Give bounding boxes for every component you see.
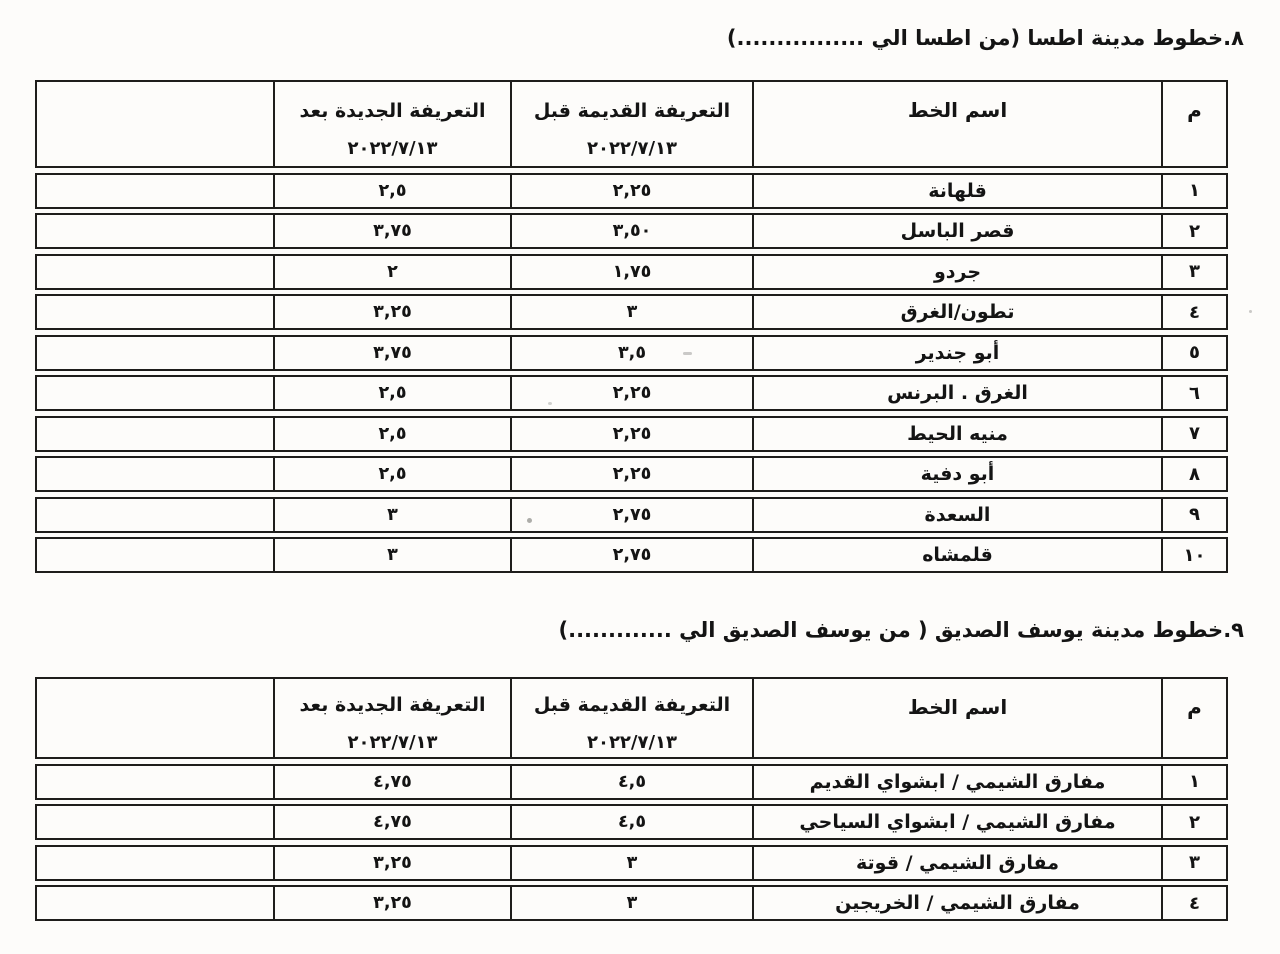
new-tariff-value: ٢,٥ — [273, 458, 510, 490]
line-name: مفارق الشيمي / ابشواي القديم — [752, 766, 1161, 798]
new-tariff-date: ٢٠٢٢/٧/١٣ — [347, 138, 438, 159]
line-name: قلهانة — [752, 175, 1161, 207]
line-name: أبو جندير — [752, 337, 1161, 369]
header-old-tariff — [510, 679, 752, 757]
table-row — [35, 254, 1228, 290]
new-tariff-date: ٢٠٢٢/٧/١٣ — [347, 732, 438, 753]
new-tariff-value: ٢,٥ — [273, 418, 510, 450]
table-row — [35, 885, 1228, 921]
header-line-name: اسم الخط — [752, 82, 1161, 166]
table-row — [35, 804, 1228, 840]
old-tariff-value: ٢,٢٥ — [510, 377, 752, 409]
line-name: أبو دفية — [752, 458, 1161, 490]
old-tariff-value: ٢,٢٥ — [510, 458, 752, 490]
row-serial: ٦ — [1161, 377, 1226, 409]
row-serial: ٣ — [1161, 256, 1226, 288]
line-name: منيه الحيط — [752, 418, 1161, 450]
old-tariff-value: ٣ — [510, 887, 752, 919]
header-new-tariff — [273, 82, 510, 166]
scan-speck — [548, 402, 552, 405]
yusuf-alsiddiq-lines-table — [35, 677, 1228, 926]
header-new-tariff — [273, 679, 510, 757]
line-name: مفارق الشيمي / الخريجين — [752, 887, 1161, 919]
empty-cell — [37, 215, 273, 247]
new-tariff-value: ٤,٧٥ — [273, 766, 510, 798]
empty-cell — [37, 499, 273, 531]
row-serial: ١ — [1161, 175, 1226, 207]
header-empty-cell — [37, 82, 273, 166]
empty-cell — [37, 539, 273, 571]
table-row — [35, 537, 1228, 573]
empty-cell — [37, 175, 273, 207]
row-serial: ٩ — [1161, 499, 1226, 531]
empty-cell — [37, 847, 273, 879]
old-tariff-value: ٢,٧٥ — [510, 539, 752, 571]
empty-cell — [37, 337, 273, 369]
empty-cell — [37, 256, 273, 288]
table-row — [35, 213, 1228, 249]
table-row — [35, 294, 1228, 330]
itsa-lines-table — [35, 80, 1228, 578]
header-serial: م — [1161, 679, 1226, 757]
old-tariff-value: ٢,٧٥ — [510, 499, 752, 531]
line-name: قصر الباسل — [752, 215, 1161, 247]
new-tariff-value: ٣,٢٥ — [273, 296, 510, 328]
row-serial: ١ — [1161, 766, 1226, 798]
table-row — [35, 764, 1228, 800]
old-tariff-value: ٣,٥ — [510, 337, 752, 369]
table-row — [35, 497, 1228, 533]
table-row — [35, 335, 1228, 371]
section-9-title: ٩.خطوط مدينة يوسف الصديق ( من يوسف الصديق الي .............) — [558, 618, 1244, 642]
new-tariff-value: ٢ — [273, 256, 510, 288]
new-tariff-value: ٣ — [273, 499, 510, 531]
old-tariff-value: ٣ — [510, 847, 752, 879]
new-tariff-value: ٣,٧٥ — [273, 215, 510, 247]
line-name: تطون/الغرق — [752, 296, 1161, 328]
row-serial: ٢ — [1161, 806, 1226, 838]
old-tariff-value: ٤,٥ — [510, 806, 752, 838]
new-tariff-value: ٣,٢٥ — [273, 887, 510, 919]
scan-speck — [527, 518, 532, 523]
empty-cell — [37, 296, 273, 328]
scan-speck — [1249, 310, 1252, 313]
table-row — [35, 845, 1228, 881]
table-row — [35, 456, 1228, 492]
old-tariff-label: التعريفة القديمة قبل — [533, 694, 731, 716]
old-tariff-value: ٤,٥ — [510, 766, 752, 798]
row-serial: ٢ — [1161, 215, 1226, 247]
table-row — [35, 173, 1228, 209]
line-name: مفارق الشيمي / ابشواي السياحي — [752, 806, 1161, 838]
table-header-row — [35, 677, 1228, 759]
line-name: جردو — [752, 256, 1161, 288]
old-tariff-date: ٢٠٢٢/٧/١٣ — [586, 732, 678, 753]
new-tariff-value: ٤,٧٥ — [273, 806, 510, 838]
new-tariff-value: ٣,٢٥ — [273, 847, 510, 879]
old-tariff-date: ٢٠٢٢/٧/١٣ — [586, 138, 678, 159]
old-tariff-value: ٢,٢٥ — [510, 418, 752, 450]
section-8-title: ٨.خطوط مدينة اطسا (من اطسا الي ................) — [726, 26, 1244, 50]
row-serial: ١٠ — [1161, 539, 1226, 571]
header-empty-cell — [37, 679, 273, 757]
empty-cell — [37, 458, 273, 490]
new-tariff-label: التعريفة الجديدة بعد — [299, 100, 486, 122]
table-row — [35, 416, 1228, 452]
row-serial: ٤ — [1161, 296, 1226, 328]
new-tariff-label: التعريفة الجديدة بعد — [299, 694, 486, 716]
new-tariff-value: ٢,٥ — [273, 377, 510, 409]
line-name: مفارق الشيمي / قوتة — [752, 847, 1161, 879]
old-tariff-value: ٣ — [510, 296, 752, 328]
new-tariff-value: ٣ — [273, 539, 510, 571]
line-name: الغرق . البرنس — [752, 377, 1161, 409]
header-serial: م — [1161, 82, 1226, 166]
empty-cell — [37, 766, 273, 798]
table-row — [35, 375, 1228, 411]
row-serial: ٤ — [1161, 887, 1226, 919]
empty-cell — [37, 377, 273, 409]
header-old-tariff — [510, 82, 752, 166]
table-header-row — [35, 80, 1228, 168]
header-line-name: اسم الخط — [752, 679, 1161, 757]
old-tariff-label: التعريفة القديمة قبل — [533, 100, 731, 122]
line-name: السعدة — [752, 499, 1161, 531]
row-serial: ٥ — [1161, 337, 1226, 369]
old-tariff-value: ٣,٥٠ — [510, 215, 752, 247]
new-tariff-value: ٣,٧٥ — [273, 337, 510, 369]
row-serial: ٧ — [1161, 418, 1226, 450]
new-tariff-value: ٢,٥ — [273, 175, 510, 207]
row-serial: ٣ — [1161, 847, 1226, 879]
empty-cell — [37, 887, 273, 919]
old-tariff-value: ٢,٢٥ — [510, 175, 752, 207]
row-serial: ٨ — [1161, 458, 1226, 490]
empty-cell — [37, 418, 273, 450]
old-tariff-value: ١,٧٥ — [510, 256, 752, 288]
scan-speck — [683, 352, 692, 355]
empty-cell — [37, 806, 273, 838]
line-name: قلمشاه — [752, 539, 1161, 571]
